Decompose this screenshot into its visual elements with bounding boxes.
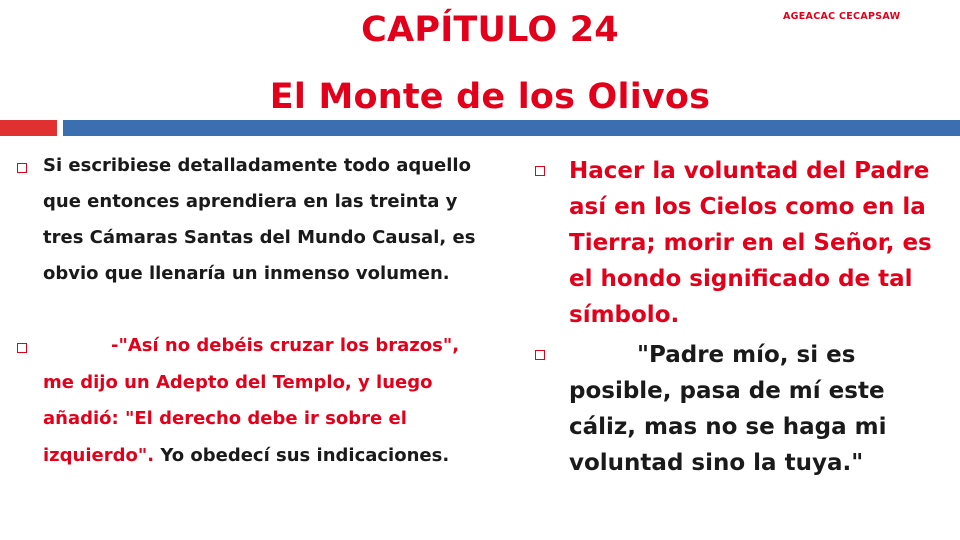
left-paragraph-1-text: Si escribiese detalladamente todo aquello que entonces aprendiera en las treinta y tres Cámaras Santas del Mundo Causal, es obvio que llenaría un inmenso volumen. [43,155,476,284]
square-bullet-icon [17,163,27,173]
chapter-subtitle: El Monte de los Olivos [269,77,711,117]
left-paragraph-2 [43,328,483,474]
right-paragraph-2-text: "Padre mío, si es posible, pasa de mí este cáliz, mas no se haga mi voluntad sino la tuya." [569,342,887,476]
right-paragraph-1-text: Hacer la voluntad del Padre así en los Cielos como en la Tierra; morir en el Señor, es el hondo significado de tal símbolo. [569,158,932,328]
square-bullet-icon [535,350,545,360]
accent-bar-blue [63,120,960,136]
right-paragraph-1 [569,153,939,333]
chapter-title: CAPÍTULO 24 [361,10,619,50]
header-tag: AGEACAC CECAPSAW [783,11,901,22]
left-paragraph-2-text: Yo obedecí sus indicaciones. [154,444,450,466]
square-bullet-icon [535,166,545,176]
accent-bar-red [0,120,57,136]
left-paragraph-1 [43,148,483,292]
left-paragraph-2-quote: -"Así no debéis cruzar los brazos", me dijo un Adepto del Templo, y luego añadió: "El derecho debe ir sobre el izquierdo". [43,335,460,466]
square-bullet-icon [17,343,27,353]
right-paragraph-2 [569,337,939,481]
